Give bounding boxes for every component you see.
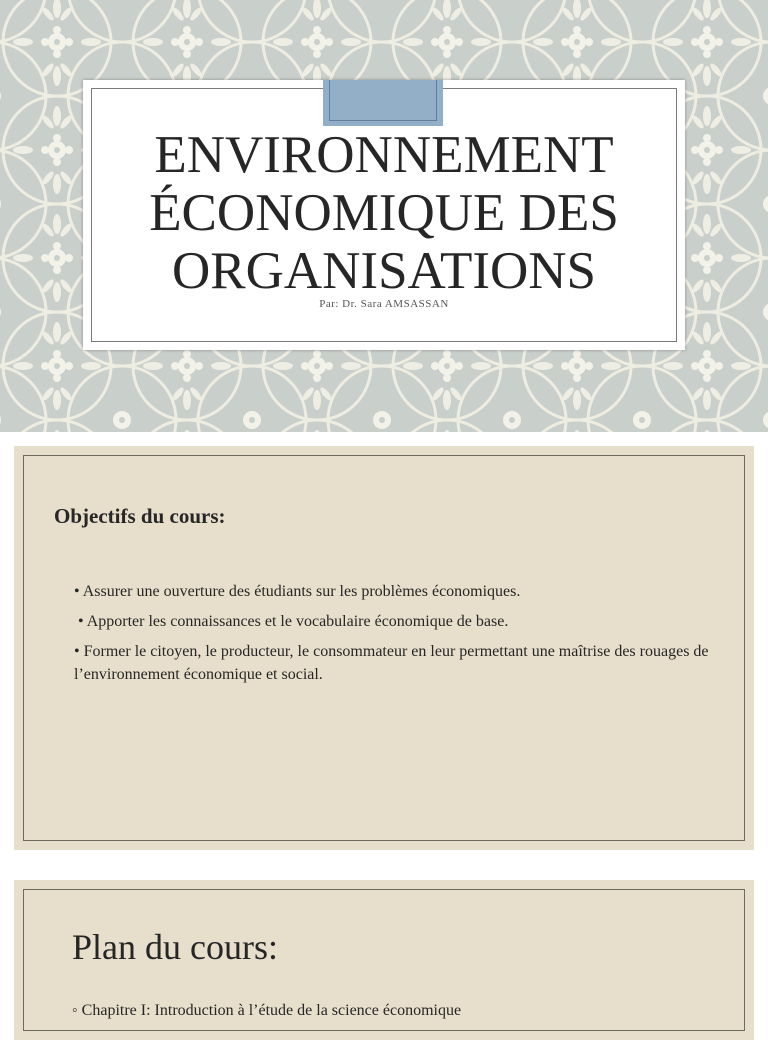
title-tab-accent <box>323 80 443 126</box>
list-item: • Former le citoyen, le producteur, le consommateur en leur permettant une maîtrise des rouages de l’environnement économique et social. <box>74 643 709 683</box>
title-line-1: ENVIRONNEMENT <box>154 126 614 184</box>
title-line-2: ÉCONOMIQUE DES <box>149 184 619 242</box>
list-item: • Assurer une ouverture des étudiants sur les problèmes économiques. <box>74 583 521 600</box>
plan-heading: Plan du cours: <box>72 927 278 967</box>
plan-slide <box>14 880 754 1040</box>
title-line-3: ORGANISATIONS <box>171 242 597 300</box>
author-subtitle: Par: Dr. Sara AMSASSAN <box>319 298 449 310</box>
presentation-title <box>83 126 685 300</box>
objectives-heading: Objectifs du cours: <box>54 504 226 528</box>
title-slide <box>0 0 768 432</box>
title-card <box>83 80 685 350</box>
objectives-slide <box>14 446 754 850</box>
list-item: ◦ Chapitre I: Introduction à l’étude de la science économique <box>72 1002 462 1019</box>
objectives-list <box>74 580 734 693</box>
list-item: • Apporter les connaissances et le vocabulaire économique de base. <box>74 613 509 630</box>
